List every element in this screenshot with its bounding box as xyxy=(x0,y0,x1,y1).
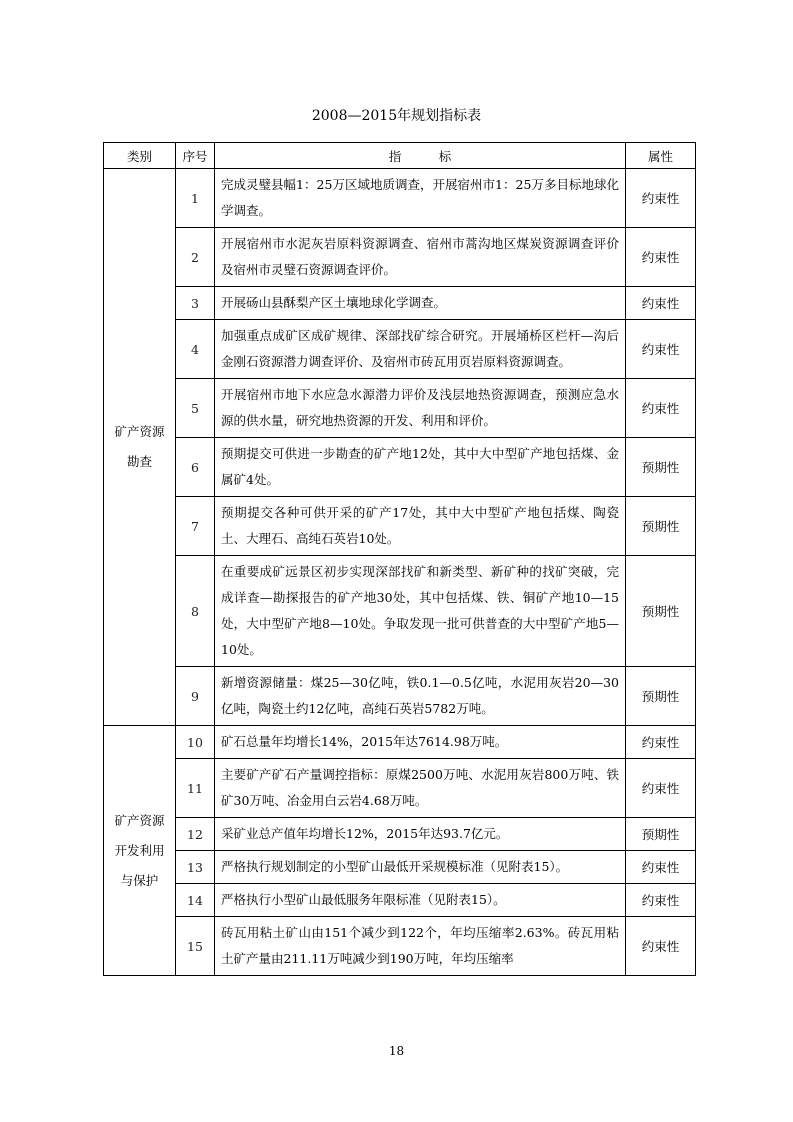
page-title: 2008—2015年规划指标表 xyxy=(311,108,482,124)
planning-indicator-table xyxy=(103,142,696,976)
header-category: 类别 xyxy=(104,143,176,169)
category-label-line: 矿产资源 xyxy=(114,812,165,828)
row-number-cell: 3 xyxy=(176,287,215,320)
indicator-cell: 严格执行规划制定的小型矿山最低开采规模标准（见附表15）。 xyxy=(215,851,626,884)
attribute-cell: 约束性 xyxy=(626,884,696,917)
indicator-cell: 在重要成矿远景区初步实现深部找矿和新类型、新矿种的找矿突破，完成详查—勘探报告的矿产地30处，其中包括煤、铁、铜矿产地10—15处，大中型矿产地8—10处。争取发现一批可供普查的大中型矿产地5—10处。 xyxy=(215,556,626,667)
table-body xyxy=(104,169,696,976)
table-row xyxy=(104,726,696,759)
table-row xyxy=(104,759,696,818)
indicator-cell: 矿石总量年均增长14%，2015年达7614.98万吨。 xyxy=(215,726,626,759)
row-number-cell: 12 xyxy=(176,818,215,851)
attribute-cell: 约束性 xyxy=(626,726,696,759)
page-number: 18 xyxy=(388,1044,405,1058)
category-cell xyxy=(104,726,176,976)
table-row xyxy=(104,851,696,884)
table-row xyxy=(104,379,696,438)
table-row xyxy=(104,320,696,379)
attribute-cell: 预期性 xyxy=(626,497,696,556)
table-row xyxy=(104,228,696,287)
indicator-cell: 主要矿产矿石产量调控指标：原煤2500万吨、水泥用灰岩800万吨、铁矿30万吨、冶金用白云岩4.68万吨。 xyxy=(215,759,626,818)
row-number-cell: 8 xyxy=(176,556,215,667)
table-row xyxy=(104,497,696,556)
table-row xyxy=(104,169,696,228)
row-number-cell: 6 xyxy=(176,438,215,497)
attribute-cell: 约束性 xyxy=(626,759,696,818)
table-row xyxy=(104,556,696,667)
header-indicator: 指 标 xyxy=(215,143,626,169)
header-attribute: 属性 xyxy=(626,143,696,169)
indicator-cell: 加强重点成矿区成矿规律、深部找矿综合研究。开展埇桥区栏杆—沟后金刚石资源潜力调查评价、及宿州市砖瓦用页岩原料资源调查。 xyxy=(215,320,626,379)
category-label-line: 开发利用 xyxy=(114,842,165,858)
indicator-cell: 预期提交可供进一步勘查的矿产地12处，其中大中型矿产地包括煤、金属矿4处。 xyxy=(215,438,626,497)
indicator-cell: 严格执行小型矿山最低服务年限标准（见附表15）。 xyxy=(215,884,626,917)
row-number-cell: 13 xyxy=(176,851,215,884)
indicator-cell: 完成灵璧县幅1：25万区域地质调查，开展宿州市1：25万多目标地球化学调查。 xyxy=(215,169,626,228)
attribute-cell: 约束性 xyxy=(626,169,696,228)
indicator-cell: 预期提交各种可供开采的矿产17处，其中大中型矿产地包括煤、陶瓷土、大理石、高纯石英岩10处。 xyxy=(215,497,626,556)
attribute-cell: 预期性 xyxy=(626,556,696,667)
category-label-line: 矿产资源 xyxy=(114,424,165,439)
category-label-line: 与保护 xyxy=(120,872,159,888)
attribute-cell: 约束性 xyxy=(626,320,696,379)
attribute-cell: 约束性 xyxy=(626,228,696,287)
attribute-cell: 预期性 xyxy=(626,438,696,497)
indicator-cell: 开展宿州市水泥灰岩原料资源调查、宿州市蒿沟地区煤炭资源调查评价及宿州市灵璧石资源调查评价。 xyxy=(215,228,626,287)
row-number-cell: 11 xyxy=(176,759,215,818)
row-number-cell: 9 xyxy=(176,667,215,726)
attribute-cell: 约束性 xyxy=(626,917,696,976)
table-row xyxy=(104,667,696,726)
table-header-row xyxy=(104,143,696,169)
table-row xyxy=(104,917,696,976)
indicator-cell: 采矿业总产值年均增长12%，2015年达93.7亿元。 xyxy=(215,818,626,851)
table-row xyxy=(104,818,696,851)
attribute-cell: 预期性 xyxy=(626,818,696,851)
attribute-cell: 预期性 xyxy=(626,667,696,726)
attribute-cell: 约束性 xyxy=(626,379,696,438)
attribute-cell: 约束性 xyxy=(626,287,696,320)
category-label-line: 勘查 xyxy=(126,454,152,469)
attribute-cell: 约束性 xyxy=(626,851,696,884)
row-number-cell: 10 xyxy=(176,726,215,759)
indicator-cell: 新增资源储量：煤25—30亿吨，铁0.1—0.5亿吨，水泥用灰岩20—30亿吨，陶瓷土约12亿吨，高纯石英岩5782万吨。 xyxy=(215,667,626,726)
row-number-cell: 2 xyxy=(176,228,215,287)
table-row xyxy=(104,438,696,497)
category-cell xyxy=(104,169,176,726)
table-row xyxy=(104,287,696,320)
row-number-cell: 4 xyxy=(176,320,215,379)
indicator-cell: 开展砀山县酥梨产区土壤地球化学调查。 xyxy=(215,287,626,320)
indicator-cell: 砖瓦用粘土矿山由151个减少到122个，年均压缩率2.63%。砖瓦用粘土矿产量由211.11万吨减少到190万吨，年均压缩率 xyxy=(215,917,626,976)
row-number-cell: 5 xyxy=(176,379,215,438)
row-number-cell: 1 xyxy=(176,169,215,228)
row-number-cell: 15 xyxy=(176,917,215,976)
row-number-cell: 14 xyxy=(176,884,215,917)
indicator-cell: 开展宿州市地下水应急水源潜力评价及浅层地热资源调查，预测应急水源的供水量，研究地热资源的开发、利用和评价。 xyxy=(215,379,626,438)
table-row xyxy=(104,884,696,917)
row-number-cell: 7 xyxy=(176,497,215,556)
header-number: 序号 xyxy=(176,143,215,169)
